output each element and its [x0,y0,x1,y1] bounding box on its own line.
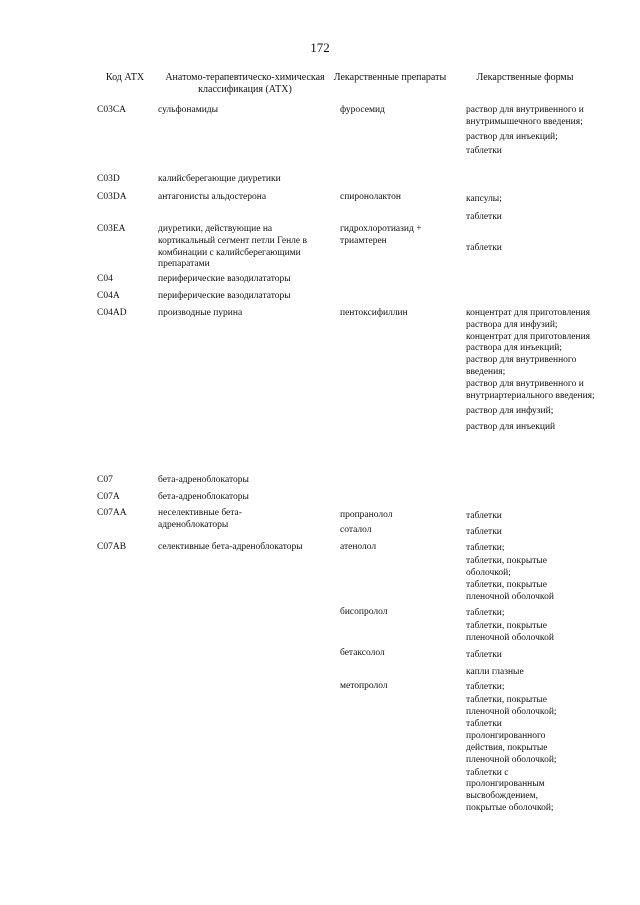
row-classification: антагонисты альдостерона [158,192,267,202]
form-item: раствор для инъекций; [466,131,558,142]
form-item: таблетки, покрытые пленочной оболочкой; [466,694,557,717]
drug-forms [466,650,606,682]
page-number: 172 [310,40,330,55]
form-item: концентрат для приготовления раствора для инфузий; [466,308,591,330]
form-item: капли глазные [466,666,524,677]
drug-forms [466,243,606,258]
form-item: таблетки; [466,608,505,618]
form-item: раствор для внутривенного введения; [466,355,577,377]
form-item: таблетки [466,243,502,253]
row-classification: бета-адреноблокаторы [158,475,249,485]
drug-forms [466,194,606,227]
header-code: Код АТХ [105,72,145,83]
row-classification: калийсберегающие диуретики [158,174,281,184]
header-drugs: Лекарственные препараты [333,72,447,83]
form-item: раствор для инфузий; [466,406,554,417]
drug-name: пропранолол [340,510,393,520]
form-item: таблетки пролонгированного действия, покрытые пленочной оболочкой; [466,719,557,765]
row-classification: селективные бета-адреноблокаторы [158,542,303,552]
drug-name: бетаксолол [340,648,385,658]
form-item: таблетки с пролонгированным высвобождением, покрытые оболочкой; [466,767,554,813]
row-classification: бета-адреноблокаторы [158,492,249,502]
row-code: C03D [97,174,120,184]
drug-name: бисопролол [340,607,388,617]
drug-name: метопролол [340,681,388,691]
row-code: C04A [97,291,120,301]
form-item: таблетки [466,511,502,521]
form-item: таблетки [466,146,502,157]
drug-name: гидрохлоротиазид + триамтерен [340,224,422,246]
drug-forms [466,105,606,161]
row-code: C07A [97,492,120,502]
form-item: таблетки [466,650,502,660]
drug-name: спиронолактон [340,192,401,202]
row-classification: сульфонамиды [158,105,219,115]
row-code: C04 [97,274,113,284]
row-code: C04AD [97,308,127,318]
row-classification: диуретики, действующие на кортикальный сегмент петли Генле в комбинации с калийсберегающими препаратами [158,224,307,270]
row-code: C07 [97,475,113,485]
form-item: таблетки, покрытые оболочкой; [466,555,547,578]
form-item: таблетки; [466,682,505,692]
row-code: C03EA [97,224,126,234]
row-code: C07AA [97,508,127,518]
form-item: концентрат для приготовления раствора для инъекций; [466,331,591,354]
drug-forms [466,308,601,437]
form-item: капсулы; [466,194,502,204]
form-item: таблетки [466,211,502,222]
header-forms: Лекарственные формы [476,72,574,83]
form-item: таблетки, покрытые пленочной оболочкой [466,620,554,643]
form-item: раствор для внутривенного и внутриартериального введения; [466,378,595,401]
drug-name: соталол [340,525,372,535]
drug-name: фуросемид [340,105,385,115]
drug-forms [466,511,606,526]
drug-forms [466,543,576,607]
row-classification: производные пурина [158,308,243,318]
row-classification: периферические вазодилататоры [158,274,291,284]
drug-forms [466,608,576,647]
header-classification: Анатомо-терапевтическо-химическая классификация (АТХ) [165,72,325,95]
row-code: C07AB [97,542,127,552]
row-code: C03CA [97,105,127,115]
row-classification: периферические вазодилататоры [158,291,291,301]
form-item: раствор для внутривенного и внутримышечного введения; [466,105,584,127]
drug-forms [466,527,606,542]
drug-forms [466,682,571,818]
form-item: раствор для инъекций [466,422,556,433]
row-classification: неселективные бета-адреноблокаторы [158,508,242,530]
row-code: C03DA [97,192,127,202]
drug-name: атенолол [340,542,377,552]
form-item: таблетки, покрытые пленочной оболочкой [466,580,554,603]
drug-name: пентоксифиллин [340,308,408,318]
form-item: таблетки [466,527,502,537]
form-item: таблетки; [466,543,505,553]
